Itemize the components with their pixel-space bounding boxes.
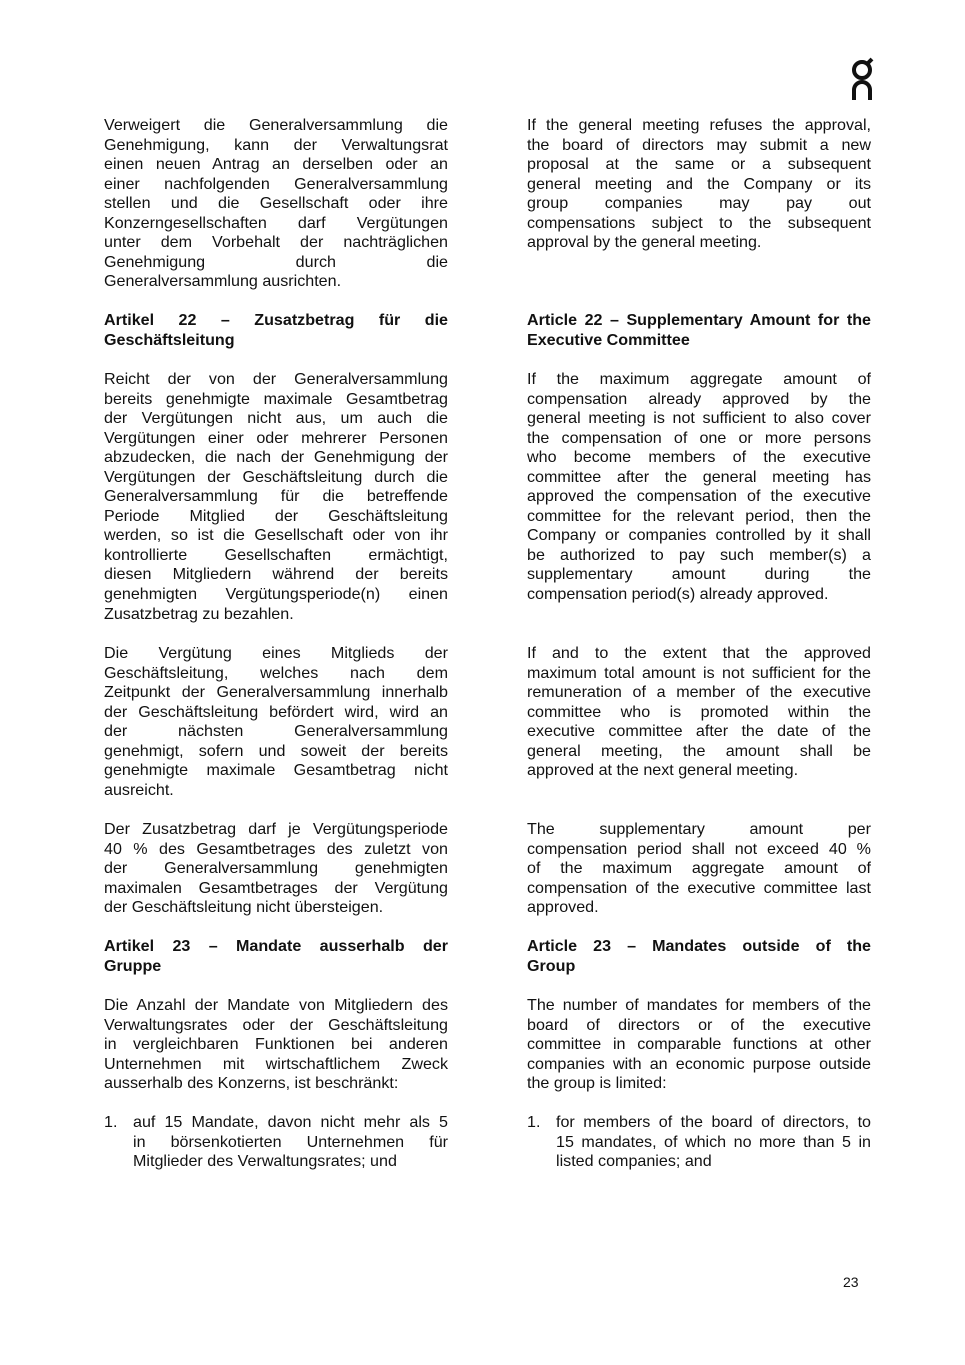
- text-line: in vergleichbaren Funktionen bei anderen: [104, 1035, 448, 1054]
- text-line: kontrollierte Gesellschaften ermächtigt,: [104, 545, 448, 564]
- text-line: Konzerngesellschaften darf Vergütungen: [104, 213, 448, 232]
- text-line: der nächsten Generalversammlung: [104, 722, 448, 741]
- text-line: Geschäftsleitung: [104, 330, 235, 349]
- text-line: in börsenkotierten Unternehmen für: [133, 1132, 448, 1151]
- text-line: approved the compensation of the executive: [527, 487, 871, 506]
- paragraph: [104, 996, 448, 1094]
- text-line: Unternehmen mit wirtschaftlichem Zweck: [104, 1054, 448, 1073]
- text-line: ausserhalb des Konzerns, ist beschränkt:: [104, 1074, 399, 1093]
- text-line: The number of mandates for members of the: [527, 996, 871, 1014]
- text-line: committee for the relevant period, then the: [527, 506, 871, 525]
- text-line: Der Zusatzbetrag darf je Vergütungsperiode: [104, 820, 448, 838]
- text-line: be authorized to pay such member(s) a: [527, 545, 871, 564]
- paragraph: [527, 370, 871, 605]
- text-line: genehmigten Vergütungsperiode(n) einen: [104, 585, 448, 604]
- text-line: Geschäftsleitung, welches nach dem: [104, 663, 448, 682]
- text-line: who become members of the executive: [527, 448, 871, 467]
- text-line: Zusatzbetrag zu bezahlen.: [104, 604, 294, 623]
- text-line: Vergütungen der Geschäftsleitung durch die: [104, 467, 448, 486]
- text-line: compensation of the executive committee last: [527, 878, 871, 897]
- text-line: der Generalversammlung genehmigten: [104, 859, 448, 878]
- text-line: general meeting and the Company or its: [527, 174, 871, 193]
- text-line: committee in comparable functions at other: [527, 1035, 871, 1054]
- text-line: diesen Mitgliedern während der bereits: [104, 565, 448, 584]
- text-line: Verwaltungsrates oder der Geschäftsleitung: [104, 1015, 448, 1034]
- text-line: Die Vergütung eines Mitglieds der: [104, 644, 448, 662]
- paragraph: [104, 820, 448, 918]
- on-logo-icon: [848, 56, 878, 102]
- text-line: the group is limited:: [527, 1074, 667, 1093]
- text-line: the compensation of one or more persons: [527, 428, 871, 447]
- list-number: 1.: [527, 1113, 541, 1131]
- paragraph: [527, 820, 871, 918]
- text-line: If and to the extent that the approved: [527, 644, 871, 662]
- text-line: If the general meeting refuses the approval,: [527, 116, 871, 134]
- text-line: Artikel 23 – Mandate ausserhalb der: [104, 937, 448, 955]
- text-line: approved.: [527, 898, 599, 917]
- text-line: stellen und die Gesellschaft oder ihre: [104, 194, 448, 213]
- text-line: Genehmigung durch die: [104, 252, 448, 271]
- text-line: listed companies; and: [556, 1152, 712, 1171]
- text-line: auf 15 Mandate, davon nicht mehr als 5: [133, 1113, 448, 1131]
- paragraph: [104, 116, 448, 292]
- text-line: Company or companies controlled by it shall: [527, 526, 871, 545]
- text-line: Vergütungen einer oder mehrerer Personen: [104, 428, 448, 447]
- text-line: einer nachfolgenden Generalversammlung: [104, 174, 448, 193]
- text-line: Article 23 – Mandates outside of the: [527, 937, 871, 955]
- list-number: 1.: [104, 1113, 118, 1131]
- text-line: general meeting is not sufficient to also cover: [527, 409, 871, 428]
- text-line: Genehmigung, kann der Verwaltungsrat: [104, 135, 448, 154]
- text-line: for members of the board of directors, to: [556, 1113, 871, 1131]
- text-line: proposal at the same or a subsequent: [527, 155, 871, 174]
- text-line: compensation already approved by the: [527, 389, 871, 408]
- text-line: Article 22 – Supplementary Amount for the: [527, 311, 871, 329]
- text-line: of the maximum aggregate amount of: [527, 859, 871, 878]
- paragraph: [527, 116, 871, 253]
- text-line: board of directors or of the executive: [527, 1015, 871, 1034]
- article-23-heading-en: [527, 937, 871, 976]
- text-line: companies with an economic purpose outside: [527, 1054, 871, 1073]
- paragraph: [104, 370, 448, 624]
- text-line: 40 % des Gesamtbetrages des zuletzt von: [104, 839, 448, 858]
- text-line: genehmigt, sofern und soweit der bereits: [104, 741, 448, 760]
- article-22-heading-de: [104, 311, 448, 350]
- list-text: [556, 1113, 871, 1172]
- text-line: compensation period(s) already approved.: [527, 585, 829, 604]
- text-line: compensations subject to the subsequent: [527, 213, 871, 232]
- paragraph: [527, 644, 871, 781]
- text-line: unter dem Vorbehalt der nachträglichen: [104, 233, 448, 252]
- text-line: genehmigte maximale Gesamtbetrag nicht: [104, 761, 448, 780]
- text-line: einen neuen Antrag an derselben oder an: [104, 155, 448, 174]
- text-line: compensation period shall not exceed 40 %: [527, 839, 871, 858]
- text-line: executive committee after the date of the: [527, 722, 871, 741]
- text-line: der Geschäftsleitung nicht übersteigen.: [104, 898, 384, 917]
- page-number: 23: [843, 1274, 859, 1290]
- text-line: bereits genehmigte maximale Gesamtbetrag: [104, 389, 448, 408]
- text-line: Gruppe: [104, 956, 162, 975]
- text-line: general meeting, the amount shall be: [527, 741, 871, 760]
- paragraph: [527, 996, 871, 1094]
- text-line: Die Anzahl der Mandate von Mitgliedern des: [104, 996, 448, 1014]
- text-line: ausreicht.: [104, 780, 174, 799]
- text-line: Artikel 22 – Zusatzbetrag für die: [104, 311, 448, 329]
- text-line: approved at the next general meeting.: [527, 761, 799, 780]
- text-line: Group: [527, 956, 576, 975]
- text-line: werden, so ist die Gesellschaft oder von ihr: [104, 526, 448, 545]
- list-text: [133, 1113, 448, 1172]
- text-line: committee after the general meeting has: [527, 467, 871, 486]
- text-line: Zeitpunkt der Generalversammlung innerhalb: [104, 683, 448, 702]
- text-line: 15 mandates, of which no more than 5 in: [556, 1132, 871, 1151]
- text-line: committee who is promoted within the: [527, 702, 871, 721]
- text-line: der Vergütungen nicht aus, um auch die: [104, 409, 448, 428]
- text-line: remuneration of a member of the executive: [527, 683, 871, 702]
- text-line: der Geschäftsleitung befördert wird, wird an: [104, 702, 448, 721]
- text-line: Executive Committee: [527, 330, 690, 349]
- text-line: Mitglieder des Verwaltungsrates; und: [133, 1152, 397, 1171]
- text-line: Verweigert die Generalversammlung die: [104, 116, 448, 134]
- text-line: supplementary amount during the: [527, 565, 871, 584]
- article-23-heading-de: [104, 937, 448, 976]
- text-line: approval by the general meeting.: [527, 233, 762, 252]
- text-line: Generalversammlung für die betreffende: [104, 487, 448, 506]
- text-line: Generalversammlung ausrichten.: [104, 272, 342, 291]
- text-line: Reicht der von der Generalversammlung: [104, 370, 448, 388]
- text-line: Periode Mitglied der Geschäftsleitung: [104, 506, 448, 525]
- text-line: If the maximum aggregate amount of: [527, 370, 871, 388]
- paragraph: [104, 644, 448, 800]
- text-line: abzudecken, die nach der Genehmigung der: [104, 448, 448, 467]
- text-line: maximum total amount is not sufficient for the: [527, 663, 871, 682]
- text-line: group companies may pay out: [527, 194, 871, 213]
- article-22-heading-en: [527, 311, 871, 350]
- text-line: the board of directors may submit a new: [527, 135, 871, 154]
- text-line: maximalen Gesamtbetrages der Vergütung: [104, 878, 448, 897]
- text-line: The supplementary amount per: [527, 820, 871, 838]
